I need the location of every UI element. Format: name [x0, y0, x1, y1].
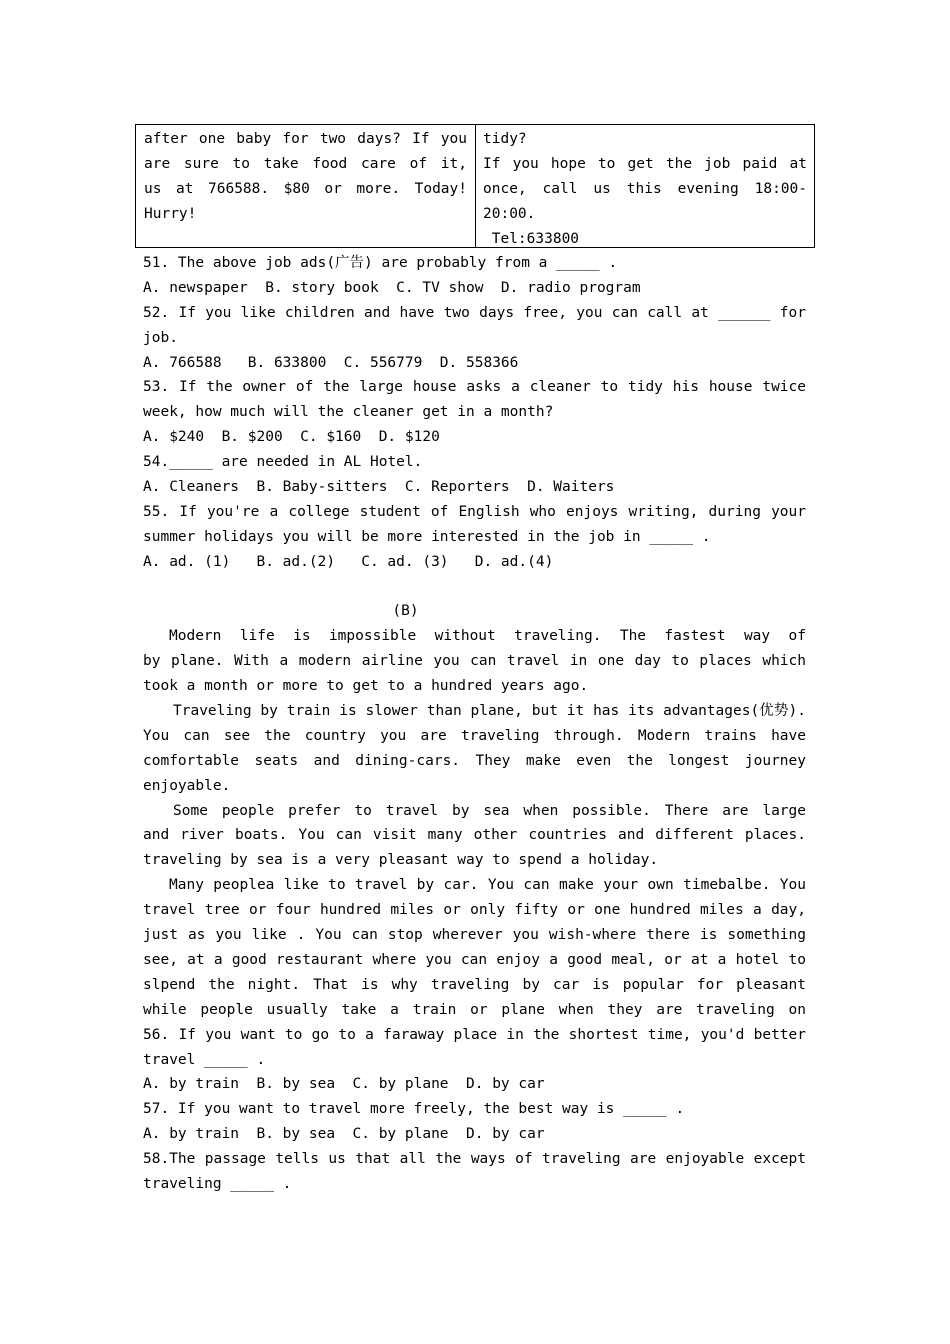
ad-right-line: tidy? [483, 131, 527, 147]
question-57-options: A. by train B. by sea C. by plane D. by car [143, 1126, 545, 1143]
paragraph-1-line: took a month or more to get to a hundred years ago. [143, 678, 589, 695]
section-b-heading: (B) [392, 603, 419, 620]
question-51-options: A. newspaper B. story book C. TV show D. radio program [143, 279, 641, 296]
question-53-cont: week, how much will the cleaner get in a month? [143, 404, 554, 421]
question-55-options: A. ad. (1) B. ad.(2) C. ad. (3) D. ad.(4) [143, 553, 554, 570]
paragraph-3-line: and river boats. You can visit many other countries and different places. [143, 827, 806, 844]
question-55: 55. If you're a college student of English who enjoys writing, during your [143, 503, 806, 520]
question-52: 52. If you like children and have two days free, you can call at ______ for [143, 304, 806, 321]
paragraph-4-line: travel tree or four hundred miles or only fifty or one hundred miles a day, [143, 902, 806, 919]
question-56: 56. If you want to go to a faraway place in the shortest time, you'd better [143, 1026, 806, 1043]
ad-left-line: are sure to take food care of it, [144, 155, 467, 172]
question-53: 53. If the owner of the large house asks a cleaner to tidy his house twice [143, 379, 806, 396]
paragraph-4-line: while people usually take a train or plane when they are traveling on [143, 1001, 806, 1018]
job-ads-table [135, 124, 815, 248]
question-55-cont: summer holidays you will be more interested in the job in _____ . [143, 528, 711, 545]
question-53-options: A. $240 B. $200 C. $160 D. $120 [143, 429, 440, 446]
question-52-cont: job. [143, 329, 178, 346]
paragraph-4-line: just as you like . You can stop wherever you wish-where there is something [143, 927, 806, 944]
paragraph-4-line: see, at a good restaurant where you can enjoy a good meal, or at a hotel to [143, 951, 806, 968]
ad-right-tel: Tel:633800 [483, 230, 580, 247]
question-52-options: A. 766588 B. 633800 C. 556779 D. 558366 [143, 354, 519, 371]
ad-right-line: If you hope to get the job paid at [483, 155, 807, 172]
paragraph-2-line: Traveling by train is slower than plane, but it has its advantages(优势). [173, 703, 806, 720]
ad-right-line: 20:00. [483, 205, 536, 222]
question-54: 54._____ are needed in AL Hotel. [143, 454, 423, 471]
question-51: 51. The above job ads(广告) are probably from a _____ . [143, 255, 618, 271]
paragraph-3-line: traveling by sea is a very pleasant way to spend a holiday. [143, 852, 659, 869]
ad-cell-left [144, 127, 467, 227]
question-56-cont: travel _____ . [143, 1051, 266, 1068]
document-body [143, 251, 806, 1197]
paragraph-3-line: Some people prefer to travel by sea when possible. There are large [173, 802, 806, 819]
question-58: 58.The passage tells us that all the ways of traveling are enjoyable except [143, 1151, 806, 1168]
paragraph-4-line: Many peoplea like to travel by car. You can make your own timebalbe. You [169, 877, 806, 894]
question-54-options: A. Cleaners B. Baby-sitters C. Reporters D. Waiters [143, 479, 615, 496]
paragraph-2-line: You can see the country you are traveling through. Modern trains have [143, 727, 806, 744]
ad-left-line: us at 766588. $80 or more. Today! [144, 180, 467, 197]
paragraph-2-line: enjoyable. [143, 777, 231, 794]
question-57: 57. If you want to travel more freely, the best way is _____ . [143, 1101, 685, 1118]
ad-left-line: after one baby for two days? If you [144, 131, 467, 147]
ad-left-line: Hurry! [144, 205, 197, 222]
ad-right-line: once, call us this evening 18:00- [483, 180, 807, 197]
paragraph-1-line: by plane. With a modern airline you can travel in one day to places which [143, 653, 806, 670]
paragraph-2-line: comfortable seats and dining-cars. They make even the longest journey [143, 752, 806, 769]
table-divider [475, 125, 476, 247]
paragraph-1-line: Modern life is impossible without traveling. The fastest way of [169, 628, 806, 645]
ad-cell-right [483, 127, 807, 251]
spacer [143, 575, 806, 600]
question-58-cont: traveling _____ . [143, 1175, 292, 1192]
question-56-options: A. by train B. by sea C. by plane D. by car [143, 1076, 545, 1093]
paragraph-4-line: slpend the night. That is why traveling by car is popular for pleasant [143, 976, 806, 993]
